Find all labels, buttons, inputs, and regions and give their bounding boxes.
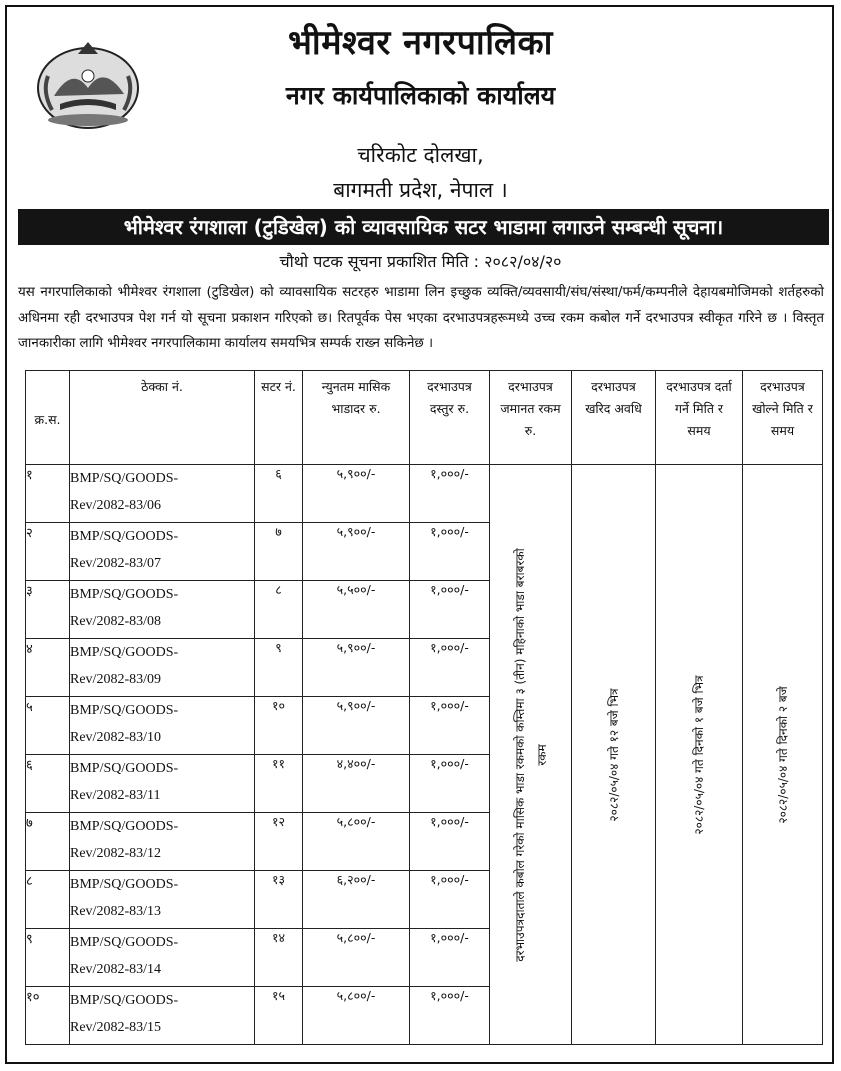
row-shutter: १० <box>255 697 303 755</box>
register-time-text: २०८२/०५/०४ गते दिनको १ बजे भित्र <box>692 674 706 835</box>
row-contract: BMP/SQ/GOODS- Rev/2082-83/15 <box>70 987 255 1045</box>
row-rent: ५,९००/- <box>303 639 410 697</box>
row-shutter: १४ <box>255 929 303 987</box>
row-contract: BMP/SQ/GOODS- Rev/2082-83/11 <box>70 755 255 813</box>
header-sn: क्र.स. <box>26 371 70 465</box>
notice-body: यस नगरपालिकाको भीमेश्वर रंगशाला (टुडिखेल) को व्यावसायिक सटरहरु भाडामा लिन इच्छुक व्यक्ति/व्यवसायी/संघ/संस्था/फर्म/कम्पनीले देहायबमोजिमको शर्तहरुको अधिनमा रही दरभाउपत्र पेश गर्न यो सूचना प्रकाशन गरिएको छ। रितपूर्वक पेस भएका दरभाउपत्रहरूमध्ये उच्च रकम कबोल गर्ने दरभाउपत्र स्वीकृत गरिने छ । विस्तृत जानकारीका लागि भीमेश्वर नगरपालिकामा कार्यालय समयभित्र सम्पर्क राख्न सकिनेछ । <box>18 285 824 351</box>
header-rent: न्युनतम मासिक भाडादर रु. <box>303 371 410 465</box>
row-rent: ५,८००/- <box>303 987 410 1045</box>
row-fee: १,०००/- <box>410 523 490 581</box>
row-shutter: ८ <box>255 581 303 639</box>
shutter-table <box>25 370 823 1045</box>
row-shutter: ९ <box>255 639 303 697</box>
open-time-text: २०८२/०५/०४ गते दिनको २ बजे <box>775 685 790 824</box>
row-shutter: १२ <box>255 813 303 871</box>
row-sn: ६ <box>26 755 70 813</box>
row-contract: BMP/SQ/GOODS- Rev/2082-83/12 <box>70 813 255 871</box>
row-fee: १,०००/- <box>410 871 490 929</box>
purchase-period-cell <box>572 465 656 1045</box>
row-fee: १,०००/- <box>410 929 490 987</box>
header-deposit: दरभाउपत्र जमानत रकम रु. <box>490 371 572 465</box>
row-rent: ५,९००/- <box>303 523 410 581</box>
row-rent: ५,९००/- <box>303 465 410 523</box>
row-contract: BMP/SQ/GOODS- Rev/2082-83/07 <box>70 523 255 581</box>
municipality-title: भीमेश्वर नगरपालिका <box>288 23 553 63</box>
row-sn: ८ <box>26 871 70 929</box>
row-fee: १,०००/- <box>410 987 490 1045</box>
row-rent: ४,४००/- <box>303 755 410 813</box>
row-sn: ७ <box>26 813 70 871</box>
row-shutter: ११ <box>255 755 303 813</box>
header-fee: दरभाउपत्र दस्तुर रु. <box>410 371 490 465</box>
row-contract: BMP/SQ/GOODS- Rev/2082-83/09 <box>70 639 255 697</box>
register-time-cell <box>656 465 743 1045</box>
row-contract: BMP/SQ/GOODS- Rev/2082-83/14 <box>70 929 255 987</box>
address-line-2: बागमती प्रदेश, नेपाल । <box>333 178 508 202</box>
row-contract: BMP/SQ/GOODS- Rev/2082-83/13 <box>70 871 255 929</box>
row-fee: १,०००/- <box>410 465 490 523</box>
deposit-text-2: रकम <box>534 743 549 766</box>
row-shutter: ७ <box>255 523 303 581</box>
row-shutter: १५ <box>255 987 303 1045</box>
row-rent: ५,५००/- <box>303 581 410 639</box>
office-title: नगर कार्यपालिकाको कार्यालय <box>285 81 556 110</box>
table-row <box>26 465 823 523</box>
row-contract: BMP/SQ/GOODS- Rev/2082-83/06 <box>70 465 255 523</box>
row-fee: १,०००/- <box>410 813 490 871</box>
header-purchase: दरभाउपत्र खरिद अवधि <box>572 371 656 465</box>
row-fee: १,०००/- <box>410 697 490 755</box>
deposit-cell <box>490 465 572 1045</box>
row-contract: BMP/SQ/GOODS- Rev/2082-83/08 <box>70 581 255 639</box>
header-contract: ठेक्का नं. <box>70 371 255 465</box>
row-rent: ५,८००/- <box>303 929 410 987</box>
row-sn: १ <box>26 465 70 523</box>
row-shutter: १३ <box>255 871 303 929</box>
publication-date: चौथो पटक सूचना प्रकाशित मिति : २०८२/०४/२० <box>279 252 562 271</box>
header-shutter: सटर नं. <box>255 371 303 465</box>
row-sn: २ <box>26 523 70 581</box>
row-contract: BMP/SQ/GOODS- Rev/2082-83/10 <box>70 697 255 755</box>
row-sn: ५ <box>26 697 70 755</box>
header-open: दरभाउपत्र खोल्ने मिति र समय <box>743 371 823 465</box>
notice-banner: भीमेश्वर रंगशाला (टुडिखेल) को व्यावसायिक सटर भाडामा लगाउने सम्बन्धी सूचना। <box>18 209 829 245</box>
row-fee: १,०००/- <box>410 581 490 639</box>
table-header-row <box>26 371 823 465</box>
address-line-1: चरिकोट दोलखा, <box>357 143 484 167</box>
header-register: दरभाउपत्र दर्ता गर्ने मिति र समय <box>656 371 743 465</box>
row-rent: ६,२००/- <box>303 871 410 929</box>
row-fee: १,०००/- <box>410 755 490 813</box>
open-time-cell <box>743 465 823 1045</box>
deposit-text: दरभाउपत्रदाताले कबोल गरेको मासिक भाडा रकमको कम्तिमा ३ (तीन) महिनाको भाडा बराबरको <box>512 547 527 962</box>
row-rent: ५,८००/- <box>303 813 410 871</box>
row-sn: ४ <box>26 639 70 697</box>
row-sn: ३ <box>26 581 70 639</box>
row-sn: ९ <box>26 929 70 987</box>
row-shutter: ६ <box>255 465 303 523</box>
row-rent: ५,९००/- <box>303 697 410 755</box>
row-fee: १,०००/- <box>410 639 490 697</box>
purchase-period-text: २०८२/०५/०४ गते १२ बजे भित्र <box>606 687 621 822</box>
row-sn: १० <box>26 987 70 1045</box>
